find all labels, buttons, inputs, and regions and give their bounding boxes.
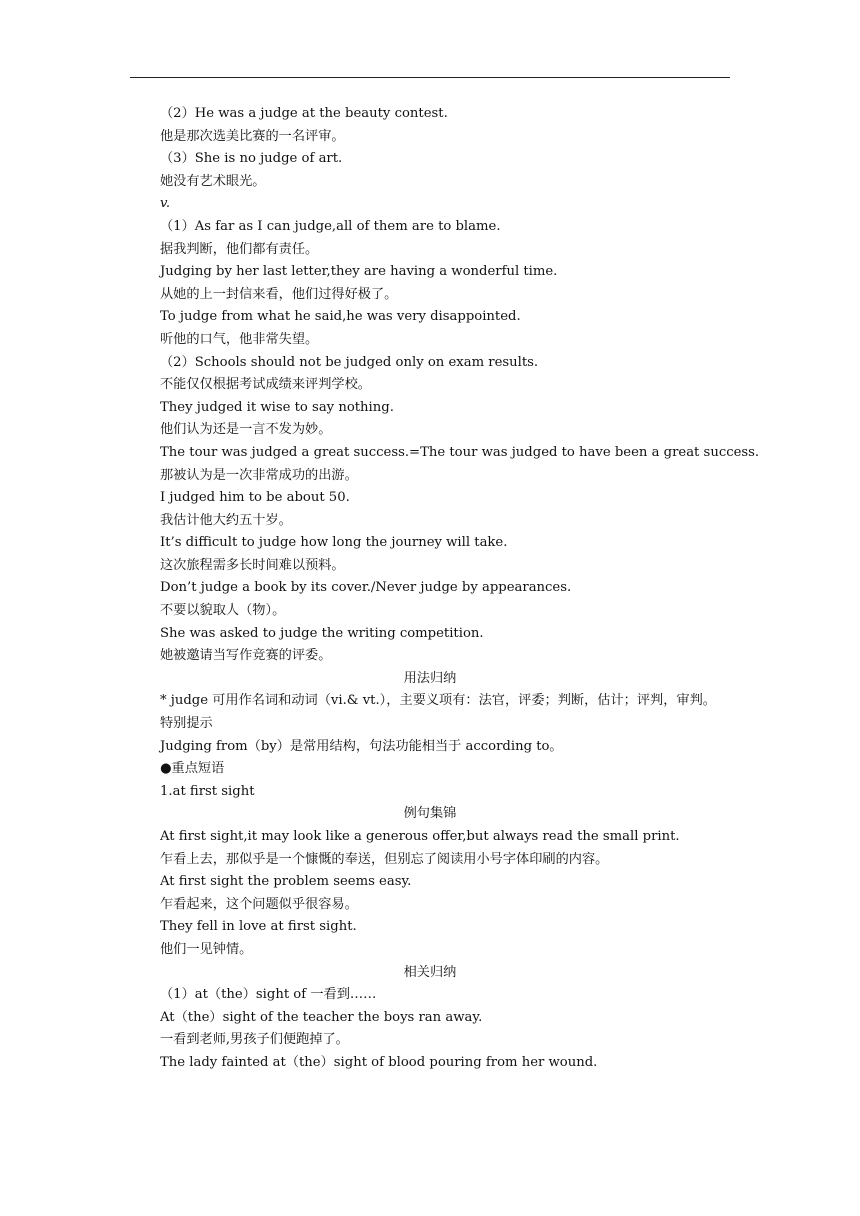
text-line: * judge 可用作名词和动词（vi.& vt.），主要义项有：法官，评委；判断，估计；评判，审判。 bbox=[160, 693, 716, 709]
text-line: 乍看起来，这个问题似乎很容易。 bbox=[160, 896, 358, 912]
text-line: At（the）sight of the teacher the boys ran away. bbox=[160, 1009, 483, 1025]
text-line: To judge from what he said,he was very disappointed. bbox=[160, 309, 521, 325]
text-line: （1）at（the）sight of 一看到…… bbox=[160, 987, 377, 1003]
text-line: 从她的上一封信来看，他们过得好极了。 bbox=[160, 286, 398, 302]
text-line: 乍看上去，那似乎是一个慷慨的奉送，但别忘了阅读用小号字体印刷的内容。 bbox=[160, 851, 609, 867]
text-line: At first sight,it may look like a generous offer,but always read the small print. bbox=[160, 829, 680, 844]
text-line: They fell in love at first sight. bbox=[160, 919, 357, 935]
text-line: （2）Schools should not be judged only on exam results. bbox=[160, 354, 539, 370]
section-heading: 用法归纳 bbox=[403, 670, 457, 686]
text-line: （1）As far as I can judge,all of them are to blame. bbox=[160, 218, 501, 234]
text-line: 他们认为还是一言不发为妙。 bbox=[160, 422, 332, 438]
text-line: At first sight the problem seems easy. bbox=[160, 874, 412, 890]
header-rule bbox=[130, 77, 730, 78]
text-line: ●重点短语 bbox=[160, 761, 225, 777]
text-line: I judged him to be about 50. bbox=[160, 490, 350, 506]
text-line: （2）He was a judge at the beauty contest. bbox=[160, 106, 448, 121]
document-body bbox=[130, 103, 760, 1075]
text-line: 1.at first sight bbox=[160, 783, 255, 799]
text-line: （3）She is no judge of art. bbox=[160, 151, 343, 167]
text-line: The tour was judged a great success.=The tour was judged to have been a great success. bbox=[160, 444, 760, 460]
text-line: 她没有艺术眼光。 bbox=[160, 173, 266, 189]
text-line: 她被邀请当写作竞赛的评委。 bbox=[160, 648, 332, 664]
text-line: 他是那次选美比赛的一名评审。 bbox=[160, 128, 345, 144]
text-line: 这次旅程需多长时间难以预料。 bbox=[160, 557, 345, 573]
text-line: 一看到老师,男孩子们便跑掉了。 bbox=[160, 1032, 349, 1048]
text-line: 他们一见钟情。 bbox=[160, 941, 253, 957]
text-line: 据我判断，他们都有责任。 bbox=[160, 241, 319, 257]
text-line: 我估计他大约五十岁。 bbox=[160, 512, 292, 528]
text-line: v. bbox=[160, 196, 171, 212]
section-heading: 相关归纳 bbox=[403, 964, 457, 980]
text-line: Don’t judge a book by its cover./Never judge by appearances. bbox=[160, 580, 572, 596]
text-line: The lady fainted at（the）sight of blood pouring from her wound. bbox=[160, 1054, 598, 1070]
text-line: Judging from（by）是常用结构，句法功能相当于 according to。 bbox=[160, 738, 563, 754]
text-line: 不要以貌取人（物）。 bbox=[160, 603, 286, 619]
text-line: 不能仅仅根据考试成绩来评判学校。 bbox=[160, 377, 371, 393]
text-line: They judged it wise to say nothing. bbox=[160, 399, 394, 415]
text-line: 听他的口气，他非常失望。 bbox=[160, 331, 319, 347]
text-line: 特别提示 bbox=[160, 716, 213, 732]
text-line: She was asked to judge the writing competition. bbox=[160, 625, 484, 641]
text-line: Judging by her last letter,they are having a wonderful time. bbox=[160, 264, 558, 280]
section-heading: 例句集锦 bbox=[403, 806, 457, 822]
text-line: It’s difficult to judge how long the journey will take. bbox=[160, 535, 508, 551]
text-line: 那被认为是一次非常成功的出游。 bbox=[160, 467, 358, 483]
